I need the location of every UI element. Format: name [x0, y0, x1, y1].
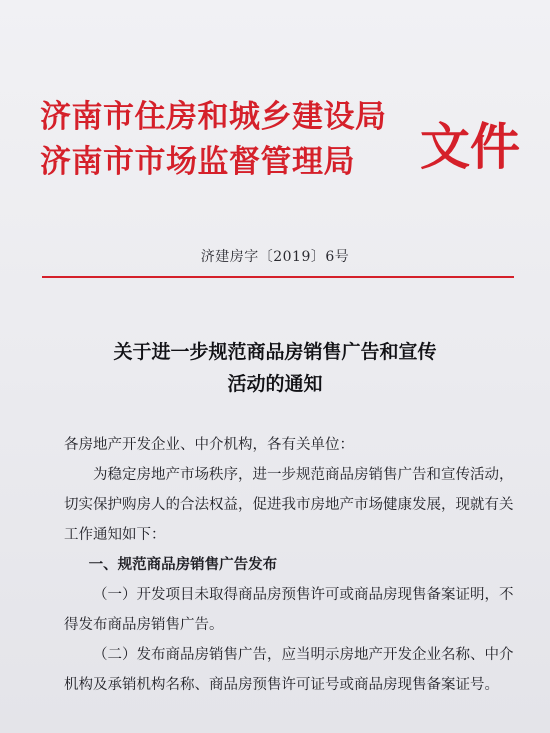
agency-name-1: 济南市住房和城乡建设局 — [40, 99, 387, 135]
section-heading-1: 一、规范商品房销售广告发布 — [88, 557, 278, 573]
title-line-1: 关于进一步规范商品房销售广告和宣传 — [113, 341, 437, 363]
agency-name-2: 济南市市场监督管理局 — [40, 144, 355, 180]
item-1-paragraph: （一）开发项目未取得商品房预售许可或商品房现售备案证明，不得发布商品房销售广告。 — [64, 587, 514, 633]
salutation: 各房地产开发企业、中介机构，各有关单位： — [64, 437, 354, 453]
document-word: 文件 — [420, 118, 520, 176]
title-line-2: 活动的通知 — [227, 373, 323, 395]
document-header — [40, 95, 520, 215]
notice-title — [0, 336, 550, 400]
intro-paragraph: 为稳定房地产市场秩序，进一步规范商品房销售广告和宣传活动，切实保护购房人的合法权益，促进我市房地产市场健康发展，现就有关工作通知如下： — [64, 467, 514, 543]
red-divider-line — [42, 276, 514, 278]
notice-body — [64, 430, 516, 700]
item-2-paragraph: （二）发布商品房销售广告，应当明示房地产开发企业名称、中介机构及承销机构名称、商品房预售许可证号或商品房现售备案证号。 — [64, 647, 514, 693]
issuing-agencies — [40, 95, 387, 185]
document-number: 济建房字〔2019〕6号 — [200, 249, 350, 265]
